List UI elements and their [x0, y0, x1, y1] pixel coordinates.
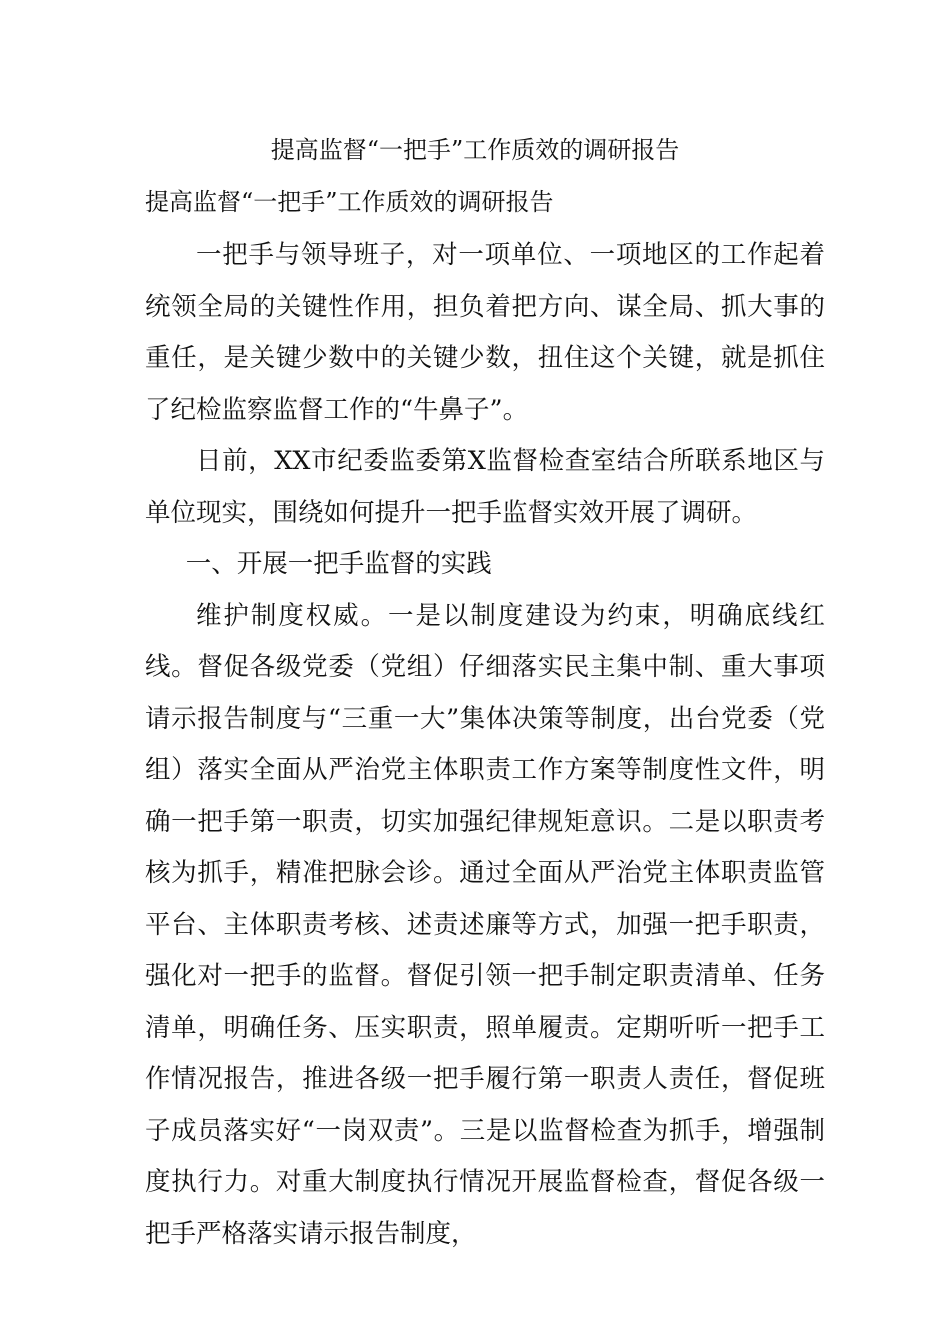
- section-heading: 一、开展一把手监督的实践: [185, 549, 492, 579]
- document-title: 提高监督“一把手”工作质效的调研报告: [270, 136, 680, 164]
- body-paragraph: 一把手与领导班子，对一项单位、一项地区的工作起着统领全局的关键性作用，担负着把方向、谋全局、抓大事的重任，是关键少数中的关键少数，扭住这个关键，就是抓住了纪检监察监督工作的“牛鼻子”。: [145, 240, 825, 425]
- body-paragraph: 日前，XX市纪委监委第X监督检查室结合所联系地区与单位现实，围绕如何提升一把手监督实效开展了调研。: [145, 446, 825, 528]
- document-body: [145, 182, 825, 1260]
- body-paragraph: 维护制度权威。一是以制度建设为约束，明确底线红线。督促各级党委（党组）仔细落实民主集中制、重大事项请示报告制度与“三重一大”集体决策等制度，出台党委（党组）落实全面从严治党主体职责工作方案等制度性文件，明确一把手第一职责，切实加强纪律规矩意识。二是以职责考核为抓手，精准把脉会诊。通过全面从严治党主体职责监管平台、主体职责考核、述责述廉等方式，加强一把手职责，强化对一把手的监督。督促引领一把手制定职责清单、任务清单，明确任务、压实职责，照单履责。定期听听一把手工作情况报告，推进各级一把手履行第一职责人责任，督促班子成员落实好“一岗双责”。三是以监督检查为抓手，增强制度执行力。对重大制度执行情况开展监督检查，督促各级一把手严格落实请示报告制度，: [145, 600, 825, 1249]
- document-subtitle: 提高监督“一把手”工作质效的调研报告: [145, 188, 554, 216]
